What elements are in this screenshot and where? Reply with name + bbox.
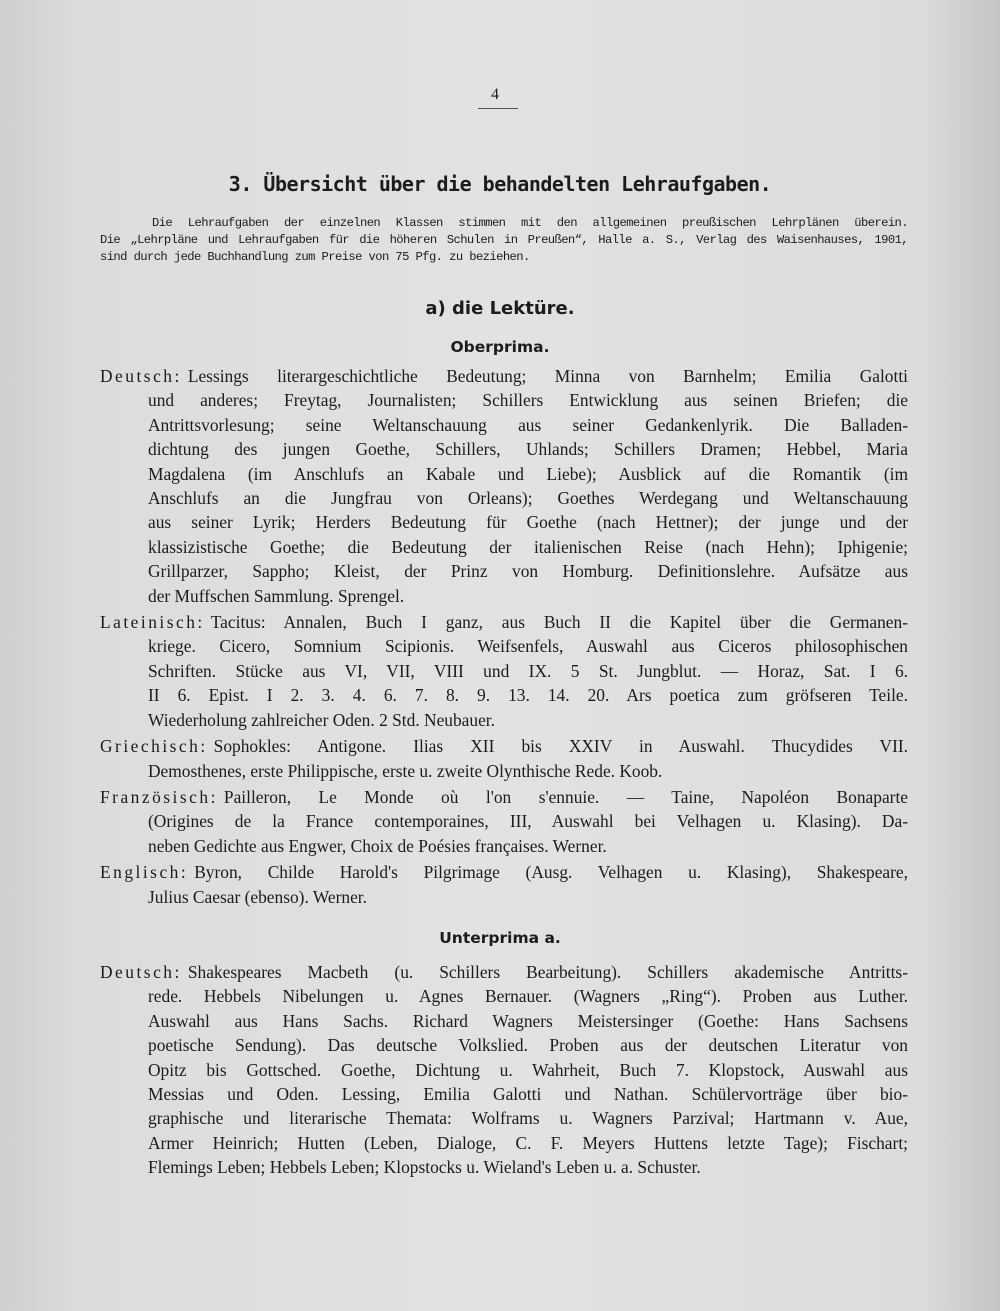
text-line [100, 885, 908, 909]
text-line [100, 634, 908, 658]
subject-label: Französisch: [100, 786, 218, 807]
subject-entry [100, 364, 908, 608]
line-text: Opitz bis Gottsched. Goethe, Dichtung u. Wahrheit, Buch 7. Klopstock, Auswahl aus [148, 1059, 908, 1080]
line-text: Pailleron, Le Monde où l'on s'ennuie. — Taine, Napoléon Bonaparte [223, 786, 908, 807]
line-text: Tacitus: Annalen, Buch I ganz, aus Buch II die Kapitel über die Germanen- [210, 612, 908, 633]
text-line [100, 834, 908, 858]
line-text: Flemings Leben; Hebbels Leben; Klopstocks u. Wieland's Leben u. a. Schuster. [148, 1157, 701, 1178]
line-text: Antrittsvorlesung; seine Weltanschauung aus seiner Gedankenlyrik. Die Balladen- [148, 414, 908, 435]
subject-label: Englisch: [100, 862, 189, 883]
text-line [100, 860, 908, 884]
line-text: Shakespeares Macbeth (u. Schillers Bearbeitung). Schillers akademische Antritts- [187, 962, 908, 982]
text-line [100, 734, 908, 758]
text-line [100, 659, 908, 683]
subject-label: Deutsch: [100, 962, 182, 982]
page-number-rule [478, 108, 518, 109]
text-line [100, 462, 908, 486]
text-line [100, 785, 908, 809]
subject-entry [100, 860, 908, 909]
class-heading-unterprima: Unterprima a. [439, 929, 561, 947]
text-line [100, 610, 908, 634]
text-line [100, 809, 908, 833]
text-line [100, 1106, 908, 1130]
line-text: Demosthenes, erste Philippische, erste u. zweite Olynthische Rede. Koob. [148, 760, 663, 781]
text-line [100, 1058, 908, 1082]
text-line [100, 486, 908, 510]
line-text: Sophokles: Antigone. Ilias XII bis XXIV in Auswahl. Thucydides VII. [213, 736, 908, 757]
text-line [100, 708, 908, 732]
text-line [100, 437, 908, 461]
line-text: Auswahl aus Hans Sachs. Richard Wagners Meistersinger (Goethe: Hans Sachsens [148, 1010, 908, 1031]
intro-line: Die „Lehrpläne und Lehraufgaben für die höheren Schulen in Preußen“, Halle a. S., Verlag des Waisenhauses, 1901, [100, 233, 908, 247]
section-heading: a) die Lektüre. [425, 298, 575, 319]
text-line [100, 1033, 908, 1057]
subject-entry [100, 960, 908, 1180]
subject-entry [100, 610, 908, 732]
line-text: Grillparzer, Sappho; Kleist, der Prinz von Homburg. Definitionslehre. Aufsätze aus [148, 561, 908, 582]
subject-entry [100, 785, 908, 858]
line-text: und anderes; Freytag, Journalisten; Schillers Entwicklung aus seinen Briefen; die [148, 390, 908, 411]
page-title: 3. Übersicht über die behandelten Lehraufgaben. [228, 172, 772, 196]
line-text: Lessings literargeschichtliche Bedeutung; Minna von Barnhelm; Emilia Galotti [187, 366, 908, 386]
intro-paragraph [100, 215, 908, 266]
page-number: 4 [491, 86, 499, 103]
line-text: Messias und Oden. Lessing, Emilia Galotti und Nathan. Schülervorträge über bio- [148, 1084, 908, 1105]
line-text: II 6. Epist. I 2. 3. 4. 6. 7. 8. 9. 13. 14. 20. Ars poetica zum gröfseren Teile. [148, 685, 908, 706]
subject-label: Griechisch: [100, 736, 208, 757]
line-text: Byron, Childe Harold's Pilgrimage (Ausg. Velhagen u. Klasing), Shakespeare, [194, 862, 908, 883]
line-text: der Muffschen Sammlung. Sprengel. [148, 585, 405, 606]
subject-entry [100, 734, 908, 783]
line-text: Schriften. Stücke aus VI, VII, VIII und IX. 5 St. Jungblut. — Horaz, Sat. I 6. [148, 660, 908, 681]
class-heading-oberprima: Oberprima. [450, 338, 550, 356]
line-text: Magdalena (im Anschlufs an Kabale und Liebe); Ausblick auf die Romantik (im [148, 463, 908, 484]
line-text: neben Gedichte aus Engwer, Choix de Poésies françaises. Werner. [148, 835, 607, 856]
text-line [100, 1131, 908, 1155]
text-line [100, 364, 908, 388]
text-line [100, 388, 908, 412]
text-line [100, 559, 908, 583]
line-text: Anschlufs an die Jungfrau von Orleans); Goethes Werdegang und Weltanschauung [148, 488, 908, 509]
class-block-unterprima [100, 960, 908, 1182]
line-text: Julius Caesar (ebenso). Werner. [148, 886, 367, 907]
line-text: Wiederholung zahlreicher Oden. 2 Std. Neubauer. [148, 709, 495, 730]
text-line [100, 510, 908, 534]
text-line [100, 1082, 908, 1106]
line-text: klassizistische Goethe; die Bedeutung der italienischen Reise (nach Hehn); Iphigenie; [148, 536, 908, 557]
intro-line: sind durch jede Buchhandlung zum Preise von 75 Pfg. zu beziehen. [100, 250, 530, 264]
line-text: (Origines de la France contemporaines, III, Auswahl bei Velhagen u. Klasing). Da- [148, 811, 908, 832]
subject-label: Lateinisch: [100, 612, 205, 633]
text-line [100, 413, 908, 437]
line-text: dichtung des jungen Goethe, Schillers, Uhlands; Schillers Dramen; Hebbel, Maria [148, 439, 908, 460]
text-line [100, 683, 908, 707]
text-line [100, 984, 908, 1008]
line-text: poetische Sendung). Das deutsche Volkslied. Proben aus der deutschen Literatur von [148, 1035, 908, 1056]
line-text: Armer Heinrich; Hutten (Leben, Dialoge, C. F. Meyers Huttens letzte Tage); Fischart; [148, 1132, 908, 1153]
line-text: aus seiner Lyrik; Herders Bedeutung für Goethe (nach Hettner); der junge und der [148, 512, 908, 533]
line-text: graphische und literarische Themata: Wolframs u. Wagners Parzival; Hartmann v. Aue, [148, 1108, 908, 1129]
text-line [100, 584, 908, 608]
subject-label: Deutsch: [100, 366, 182, 386]
text-line [100, 535, 908, 559]
text-line [100, 960, 908, 984]
text-line [100, 1009, 908, 1033]
class-block-oberprima [100, 364, 908, 911]
line-text: rede. Hebbels Nibelungen u. Agnes Bernauer. (Wagners „Ring“). Proben aus Luther. [148, 986, 908, 1007]
line-text: kriege. Cicero, Somnium Scipionis. Weifsenfels, Auswahl aus Ciceros philosophischen [148, 636, 908, 657]
text-line [100, 1155, 908, 1179]
text-line [100, 759, 908, 783]
intro-line: Die Lehraufgaben der einzelnen Klassen stimmen mit den allgemeinen preußischen Lehrplänen überein. [152, 216, 908, 230]
